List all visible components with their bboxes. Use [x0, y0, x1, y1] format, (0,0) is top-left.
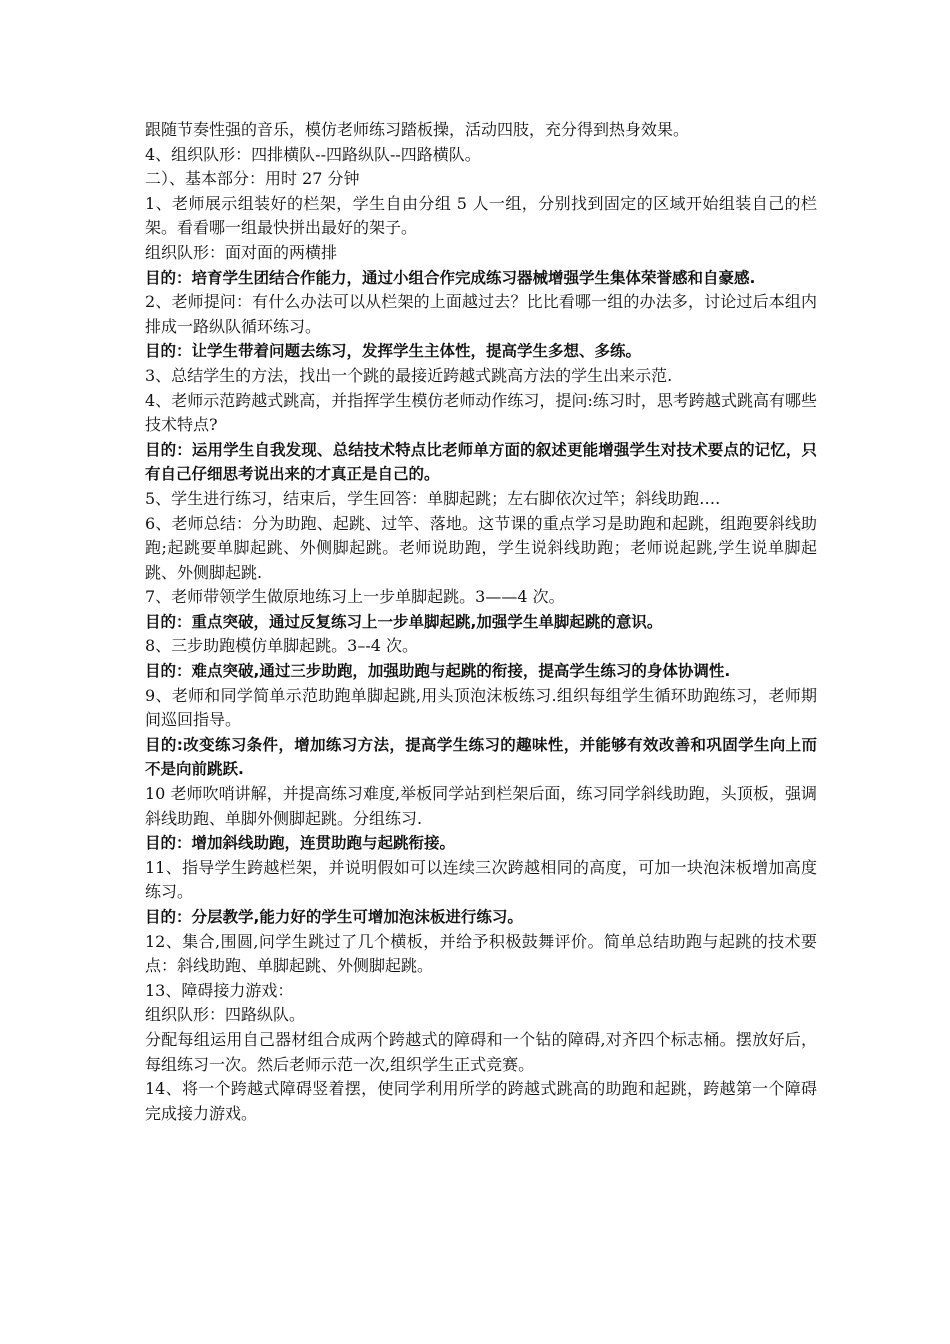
paragraph-step-1: 1、老师展示组装好的栏架，学生自由分组 5 人一组，分别找到固定的区域开始组装自己的栏架。看看哪一组最快拼出最好的架子。 [145, 193, 817, 238]
paragraph-goal-6: 目的:改变练习条件，增加练习方法，提高学生练习的趣味性，并能够有效改善和巩固学生向上而不是向前跳跃. [145, 735, 817, 779]
paragraph-goal-7: 目的：增加斜线助跑，连贯助跑与起跳衔接。 [145, 834, 456, 853]
paragraph-step-14: 14、将一个跨越式障碍竖着摆，使同学利用所学的跨越式跳高的助跑和起跳，跨越第一个障碍完成接力游戏。 [145, 1079, 817, 1123]
paragraph-step-3: 3、总结学生的方法，找出一个跳的最接近跨越式跳高方法的学生出来示范. [145, 365, 673, 385]
paragraph-goal-5: 目的：难点突破,通过三步助跑，加强助跑与起跳的衔接，提高学生练习的身体协调性. [145, 662, 731, 681]
document-page [145, 118, 817, 1126]
paragraph-step-9: 9、老师和同学简单示范助跑单脚起跳,用头顶泡沫板练习.组织每组学生循环助跑练习，老师期间巡回指导。 [145, 685, 817, 730]
paragraph-relay-setup: 分配每组运用自己器材组合成两个跨越式的障碍和一个钻的障碍,对齐四个标志桶。摆放好后，每组练习一次。然后老师示范一次,组织学生正式竞赛。 [145, 1029, 817, 1074]
paragraph-step-7: 7、老师带领学生做原地练习上一步单脚起跳。3——4 次。 [145, 587, 565, 607]
paragraph-step-2: 2、老师提问：有什么办法可以从栏架的上面越过去？比比看哪一组的办法多，讨论过后本组内排成一路纵队循环练习。 [145, 292, 817, 336]
paragraph-goal-8: 目的：分层教学,能力好的学生可增加泡沫板进行练习。 [145, 908, 523, 926]
paragraph-formation-1: 4、组织队形：四排横队--四路纵队--四路横队。 [145, 144, 481, 164]
paragraph-goal-4: 目的：重点突破，通过反复练习上一步单脚起跳,加强学生单脚起跳的意识。 [145, 612, 663, 631]
paragraph-goal-3: 目的：运用学生自我发现、总结技术特点比老师单方面的叙述更能增强学生对技术要点的记忆，只有自己仔细思考说出来的才真正是自己的。 [145, 440, 817, 484]
paragraph-step-6: 6、老师总结：分为助跑、起跳、过竿、落地。这节课的重点学习是助跑和起跳，组跑要斜线助跑;起跳要单脚起跳、外侧脚起跳。老师说助跑，学生说斜线助跑；老师说起跳,学生说单脚起跳、外侧脚起跳. [145, 513, 817, 582]
paragraph-formation-2: 组织队形：面对面的两横排 [145, 242, 338, 262]
paragraph-step-8: 8、三步助跑模仿单脚起跳。3–-4 次。 [145, 636, 419, 656]
paragraph-step-12: 12、集合,围圆,问学生跳过了几个横板，并给予积极鼓舞评价。简单总结助跑与起跳的技术要点：斜线助跑、单脚起跳、外侧脚起跳。 [145, 931, 817, 976]
paragraph-goal-1: 目的：培育学生团结合作能力，通过小组合作完成练习器械增强学生集体荣誉感和自豪感. [145, 268, 756, 287]
paragraph-step-13: 13、障碍接力游戏： [145, 980, 294, 1000]
paragraph-step-5: 5、学生进行练习，结束后，学生回答：单脚起跳；左右脚依次过竿；斜线助跑…. [145, 488, 721, 508]
paragraph-warmup-music: 跟随节奏性强的音乐，模仿老师练习踏板操，活动四肢，充分得到热身效果。 [145, 120, 690, 139]
paragraph-step-11: 11、指导学生跨越栏架，并说明假如可以连续三次跨越相同的高度，可加一块泡沫板增加高度练习。 [145, 857, 817, 902]
paragraph-formation-3: 组织队形：四路纵队。 [145, 1005, 306, 1025]
paragraph-step-10: 10 老师吹哨讲解，并提高练习难度,举板同学站到栏架后面，练习同学斜线助跑，头顶板，强调斜线助跑、单脚外侧脚起跳。分组练习. [145, 784, 817, 828]
section-heading-basic: 二）、基本部分：用时 27 分钟 [145, 169, 360, 189]
paragraph-step-4: 4、老师示范跨越式跳高，并指挥学生模仿老师动作练习，提问:练习时，思考跨越式跳高有哪些技术特点? [145, 390, 817, 435]
paragraph-goal-2: 目的：让学生带着问题去练习，发挥学生主体性，提高学生多想、多练。 [145, 342, 642, 361]
